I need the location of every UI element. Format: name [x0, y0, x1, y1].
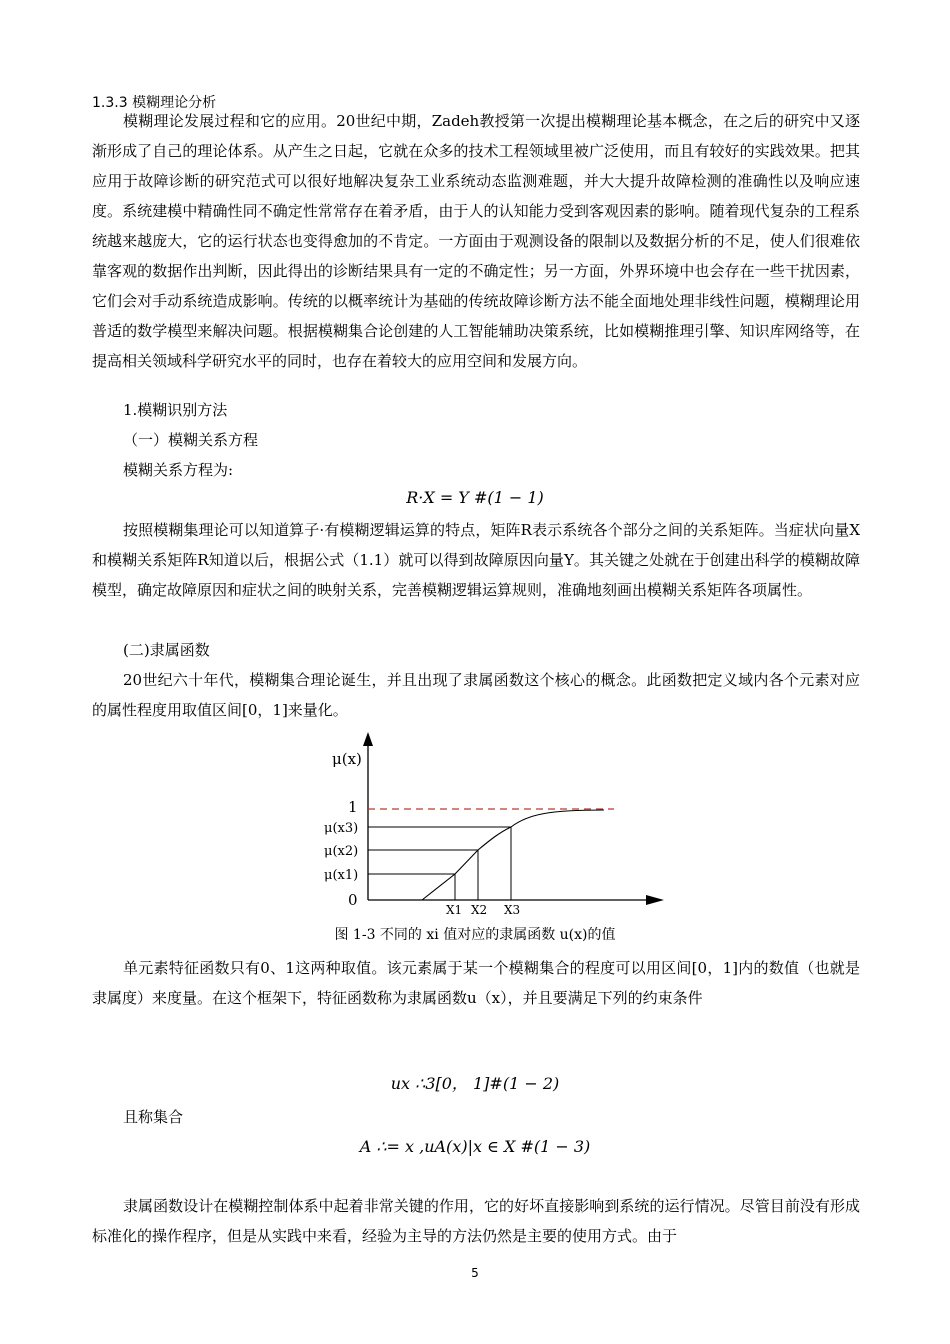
- subheading-fuzzy-recognition: 1.模糊识别方法: [123, 401, 228, 419]
- y-label-mu-x3: μ(x3): [324, 821, 359, 836]
- x-label-x1: X1: [446, 903, 463, 917]
- figure-caption: 图 1-3 不同的 xi 值对应的隶属函数 u(x)的值: [334, 927, 616, 943]
- y-axis-arrow: [363, 732, 373, 746]
- membership-curve: [422, 810, 604, 900]
- paragraph-membership-history: 20世纪六十年代，模糊集合理论诞生，并且出现了隶属函数这个核心的概念。此函数把定义域内各个元素对应的属性程度用取值区间[0，1]来量化。: [92, 671, 860, 719]
- page-number: 5: [471, 1266, 479, 1280]
- x-axis-arrow: [646, 895, 664, 905]
- x-label-x2: X2: [471, 903, 488, 917]
- formula-1-2: ux ∴3[0， 1]#(1 − 2): [390, 1074, 560, 1093]
- membership-function-figure: [300, 728, 680, 924]
- y-label-1: 1: [348, 798, 358, 816]
- y-label-0: 0: [348, 891, 358, 909]
- y-axis-label: μ(x): [332, 750, 362, 768]
- section-heading: 1.3.3 模糊理论分析: [92, 95, 217, 111]
- paragraph-fuzzy-theory-intro: 模糊理论发展过程和它的应用。20世纪中期，Zadeh教授第一次提出模糊理论基本概念，在之后的研究中又逐渐形成了自己的理论体系。从产生之日起，它就在众多的技术工程领域里被广泛使用，而且有较好的实践效果。把其应用于故障诊断的研究范式可以很好地解决复杂工业系统动态监测难题，并大大提升故障检测的准确性以及响应速度。系统建模中精确性同不确定性常常存在着矛盾，由于人的认知能力受到客观因素的影响。随着现代复杂的工程系统越来越庞大，它的运行状态也变得愈加的不肯定。一方面由于观测设备的限制以及数据分析的不足，使人们很难依靠客观的数据作出判断，因此得出的诊断结果具有一定的不确定性；另一方面，外界环境中也会存在一些干扰因素，它们会对手动系统造成影响。传统的以概率统计为基础的传统故障诊断方法不能全面地处理非线性问题，模糊理论用普适的数学模型来解决问题。根据模糊集合论创建的人工智能辅助决策系统，比如模糊推理引擎、知识库网络等，在提高相关领域科学研究水平的同时，也存在着较大的应用空间和发展方向。: [92, 112, 860, 370]
- x-label-x3: X3: [504, 903, 521, 917]
- y-label-mu-x1: μ(x1): [324, 868, 359, 883]
- set-intro-line: 且称集合: [123, 1108, 184, 1126]
- paragraph-relation-matrix: 按照模糊集理论可以知道算子·有模糊逻辑运算的特点，矩阵R表示系统各个部分之间的关系矩阵。当症状向量X和模糊关系矩阵R知道以后，根据公式（1.1）就可以得到故障原因向量Y。其关键之处就在于创建出科学的模糊故障模型，确定故障原因和症状之间的映射关系，完善模糊逻辑运算规则，准确地刻画出模糊关系矩阵各项属性。: [92, 521, 860, 599]
- subheading-membership-function: (二)隶属函数: [123, 641, 210, 659]
- paragraph-membership-design: 隶属函数设计在模糊控制体系中起着非常关键的作用，它的好坏直接影响到系统的运行情况。尽管目前没有形成标准化的操作程序，但是从实践中来看，经验为主导的方法仍然是主要的使用方式。由于: [92, 1197, 860, 1245]
- equation-intro-line: 模糊关系方程为:: [123, 461, 234, 479]
- formula-1-1: R·X = Y #(1 − 1): [406, 488, 544, 507]
- y-label-mu-x2: μ(x2): [324, 844, 359, 859]
- subheading-fuzzy-relation-equation: （一）模糊关系方程: [123, 431, 259, 449]
- formula-1-3: A ∴= x ,uA(x)|x ∈ X #(1 − 3): [359, 1137, 591, 1156]
- paragraph-characteristic-function: 单元素特征函数只有0、1这两种取值。该元素属于某一个模糊集合的程度可以用区间[0，1]内的数值（也就是隶属度）来度量。在这个框架下，特征函数称为隶属函数u（x），并且要满足下列的约束条件: [92, 959, 860, 1007]
